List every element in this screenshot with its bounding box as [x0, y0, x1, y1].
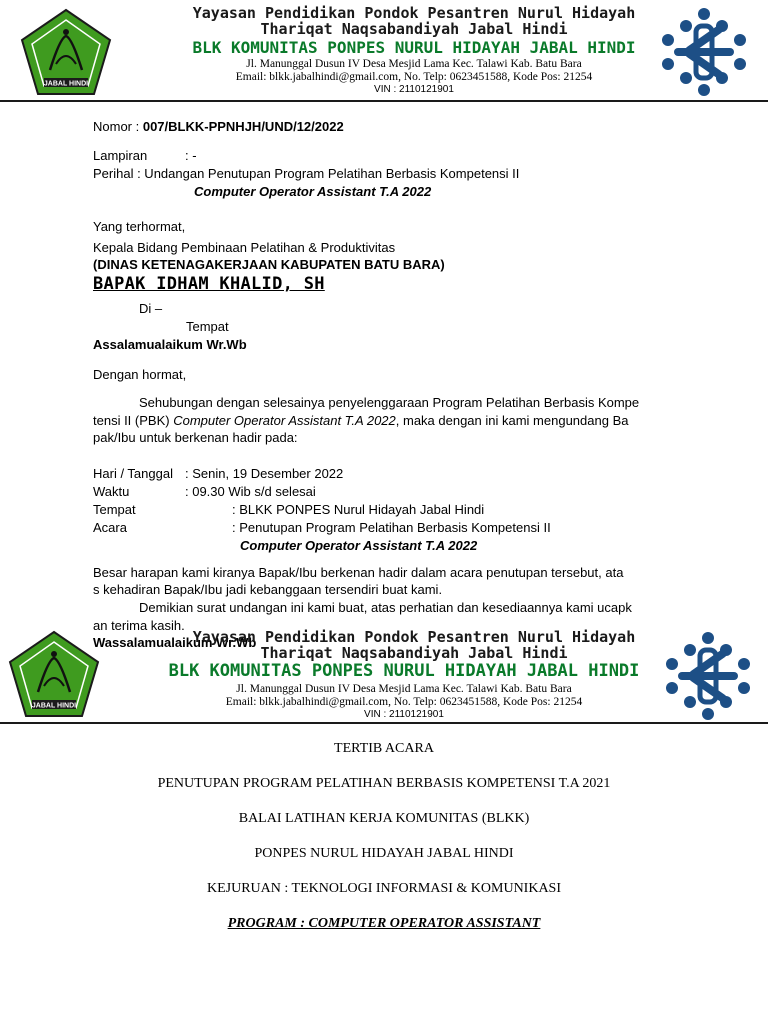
- vin-line: VIN : 2110121901: [374, 84, 454, 95]
- para1-text-a: tensi II (PBK): [93, 413, 174, 428]
- di-line: Di –: [139, 301, 163, 316]
- para1-line2: [93, 412, 628, 429]
- svg-text:JABAL HINDI: JABAL HINDI: [43, 80, 89, 88]
- svg-text:JABAL HINDI: JABAL HINDI: [31, 702, 77, 710]
- institution-name-second: BLK KOMUNITAS PONPES NURUL HIDAYAH JABAL HINDI: [168, 661, 640, 681]
- para3-line2: an terima kasih.: [93, 618, 185, 633]
- tertib-title: TERTIB ACARA: [334, 741, 434, 756]
- tertib-line-2: BALAI LATIHAN KERJA KOMUNITAS (BLKK): [238, 811, 530, 826]
- tertib-line-1: PENUTUPAN PROGRAM PELATIHAN BERBASIS KOMPETENSI T.A 2021: [157, 776, 611, 791]
- foundation-line-1-second: Yayasan Pendidikan Pondok Pesantren Nurul Hidayah: [192, 628, 636, 646]
- nomor-line: [93, 118, 344, 135]
- address-line: Jl. Manunggal Dusun IV Desa Mesjid Lama Kec. Talawi Kab. Batu Bara: [246, 58, 582, 70]
- recipient-office: Kepala Bidang Pembinaan Pelatihan & Produktivitas: [93, 240, 396, 255]
- para1-line3: pak/Ibu untuk berkenan hadir pada:: [93, 430, 298, 445]
- tempat-line: Tempat: [186, 319, 229, 334]
- closing: Wassalamualaikum Wr.Wb: [93, 635, 257, 650]
- lampiran-value: : -: [185, 148, 197, 163]
- recipient-name: BAPAK IDHAM KHALID, SH: [93, 274, 325, 294]
- acara-program: Computer Operator Assistant T.A 2022: [240, 538, 478, 553]
- address-line-second: Jl. Manunggal Dusun IV Desa Mesjid Lama Kec. Talawi Kab. Batu Bara: [236, 683, 572, 695]
- tertib-program: PROGRAM : COMPUTER OPERATOR ASSISTANT: [227, 916, 541, 931]
- foundation-line-1: Yayasan Pendidikan Pondok Pesantren Nurul Hidayah: [192, 4, 636, 22]
- institution-name: BLK KOMUNITAS PONPES NURUL HIDAYAH JABAL HINDI: [192, 38, 636, 57]
- foundation-line-2-second: Thariqat Naqsabandiyah Jabal Hindi: [260, 644, 568, 662]
- nomor-value: 007/BLKK-PPNHJH/UND/12/2022: [142, 119, 344, 134]
- para2-line2: s kehadiran Bapak/Ibu jadi kebanggaan tersendiri buat kami.: [93, 582, 443, 597]
- vin-line-second: VIN : 2110121901: [364, 709, 444, 720]
- para1-program: Computer Operator Assistant T.A 2022: [173, 413, 396, 428]
- detail-label-waktu: Waktu: [93, 484, 130, 499]
- greeting: Yang terhormat,: [93, 219, 186, 234]
- letterhead-divider: [0, 100, 768, 102]
- tertib-line-3: PONPES NURUL HIDAYAH JABAL HINDI: [254, 846, 514, 861]
- detail-label-tempat: Tempat: [93, 502, 136, 517]
- tertib-line-4: KEJURUAN : TEKNOLOGI INFORMASI & KOMUNIKASI: [206, 881, 562, 896]
- detail-label-acara: Acara: [93, 520, 127, 535]
- detail-value-hari: : Senin, 19 Desember 2022: [185, 466, 344, 481]
- detail-value-tempat: : BLKK PONPES Nurul Hidayah Jabal Hindi: [232, 502, 485, 517]
- para1-text-c: , maka dengan ini kami mengundang Ba: [395, 413, 629, 428]
- letterhead-divider-second: [0, 722, 768, 724]
- letterhead-second: [0, 626, 768, 724]
- para2-line1: Besar harapan kami kiranya Bapak/Ibu berkenan hadir dalam acara penutupan tersebut, ata: [93, 565, 624, 580]
- contact-line: Email: blkk.jabalhindi@gmail.com, No. Telp: 0623451588, Kode Pos: 21254: [235, 71, 593, 83]
- salam: Assalamualaikum Wr.Wb: [93, 337, 247, 352]
- para1-line1: Sehubungan dengan selesainya penyelenggaraan Program Pelatihan Berbasis Kompe: [139, 395, 640, 410]
- foundation-line-2: Thariqat Naqsabandiyah Jabal Hindi: [260, 20, 568, 38]
- perihal-line: Perihal : Undangan Penutupan Program Pelatihan Berbasis Kompetensi II: [93, 166, 520, 181]
- detail-value-waktu: : 09.30 Wib s/d selesai: [185, 484, 316, 499]
- lampiran-label: Lampiran: [93, 148, 148, 163]
- nomor-label: Nomor :: [93, 119, 143, 134]
- contact-line-second: Email: blkk.jabalhindi@gmail.com, No. Telp: 0623451588, Kode Pos: 21254: [225, 696, 583, 708]
- dengan-hormat: Dengan hormat,: [93, 367, 187, 382]
- para3-line1: Demikian surat undangan ini kami buat, atas perhatian dan kesediaannya kami ucapk: [139, 600, 632, 615]
- letterhead-top: [0, 0, 768, 100]
- detail-label-hari: Hari / Tanggal: [93, 466, 173, 481]
- perihal-program: Computer Operator Assistant T.A 2022: [194, 184, 432, 199]
- recipient-agency: (DINAS KETENAGAKERJAAN KABUPATEN BATU BARA): [93, 257, 445, 272]
- detail-value-acara: : Penutupan Program Pelatihan Berbasis Kompetensi II: [232, 520, 551, 535]
